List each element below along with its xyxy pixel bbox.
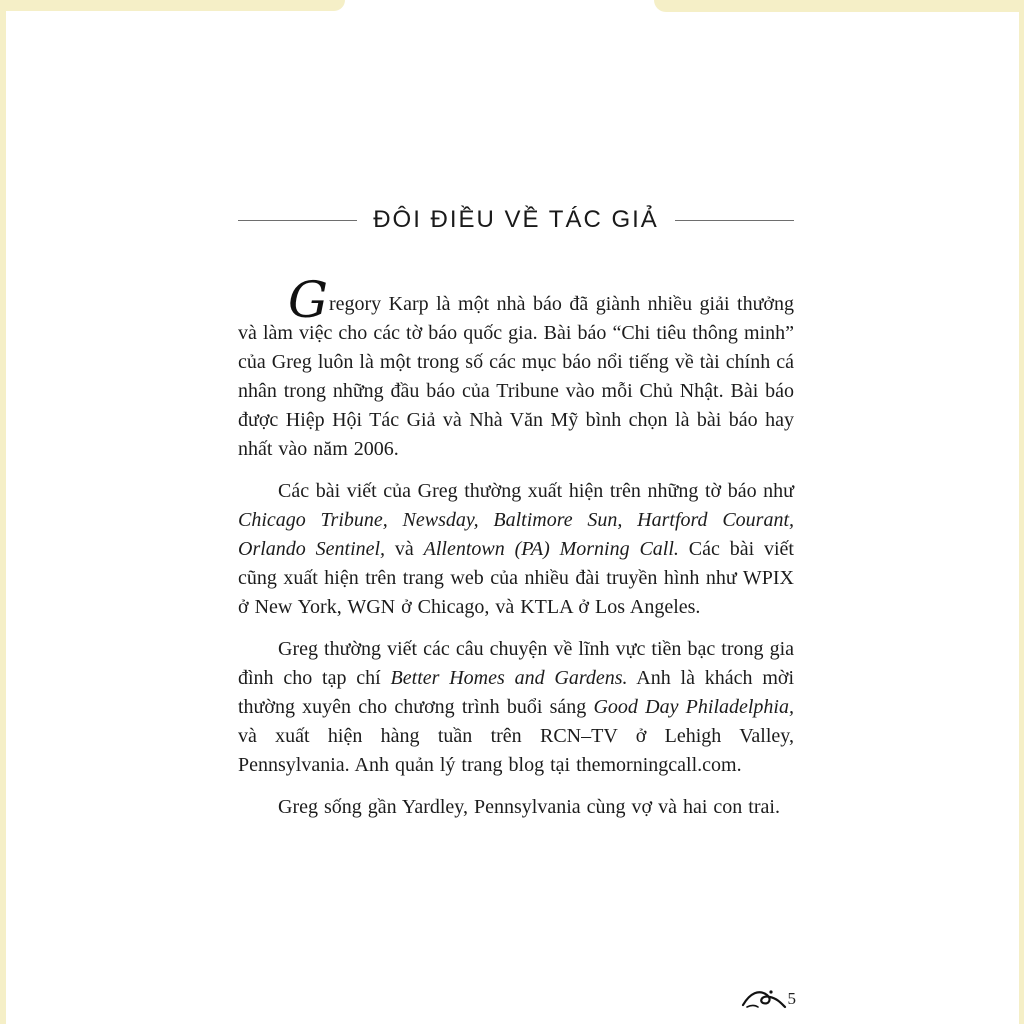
paragraph-2-text: Các bài viết cũng xuất hiện trên trang web của nhiều đài truyền hình như WPIX ở New York, WGN ở Chicago, và KTLA ở Los Angeles. bbox=[238, 538, 794, 618]
title-rule-right bbox=[675, 220, 794, 221]
paragraph-1-text: regory Karp là một nhà báo đã giành nhiều giải thưởng và làm việc cho các tờ báo quốc gia. Bài báo “Chi tiêu thông minh” của Greg luôn là một trong số các mục báo nổi tiếng về tài chính cá nhân trong những đầu báo của Tribune vào mỗi Chủ Nhật. Bài báo được Hiệp Hội Tác Giả và Nhà Văn Mỹ bình chọn là bài báo hay nhất vào năm 2006. bbox=[238, 293, 794, 460]
paragraph-3-text: và xuất hiện hàng tuần trên RCN–TV ở Lehigh Valley, Pennsylvania. Anh quản lý trang blog tại themorningcall.com. bbox=[238, 725, 794, 776]
page-edge-top-right bbox=[654, 0, 1024, 12]
page-edge-left bbox=[0, 0, 6, 1024]
paragraph-2-text: và bbox=[385, 538, 424, 560]
paragraph-2 bbox=[238, 477, 794, 622]
page-content bbox=[238, 206, 794, 835]
page-edge-right bbox=[1019, 0, 1024, 1024]
page-edge-top-left bbox=[0, 0, 345, 11]
newspaper-names-italic: Chicago Tribune, Newsday, Baltimore Sun, Hartford Courant, Orlando Sentinel, bbox=[238, 509, 794, 560]
paragraph-3-text: Greg thường viết các câu chuyện về lĩnh vực tiền bạc trong gia đình cho tạp chí bbox=[238, 638, 794, 689]
page-number: 5 bbox=[787, 989, 796, 1008]
tv-show-name-italic: Good Day Philadelphia, bbox=[593, 696, 794, 718]
page-title: ĐÔI ĐIỀU VỀ TÁC GIẢ bbox=[373, 206, 659, 233]
paragraph-3 bbox=[238, 635, 794, 780]
paragraph-4 bbox=[238, 793, 794, 822]
paragraph-4-text: Greg sống gần Yardley, Pennsylvania cùng vợ và hai con trai. bbox=[278, 796, 780, 818]
magazine-name-italic: Better Homes and Gardens. bbox=[390, 667, 628, 689]
paragraph-3-text: Anh là khách mời thường xuyên cho chương trình buổi sáng bbox=[238, 667, 795, 718]
paragraph-2-text: Các bài viết của Greg thường xuất hiện trên những tờ báo như bbox=[278, 480, 794, 502]
page-footer bbox=[0, 986, 796, 1010]
newspaper-name-italic: Allentown (PA) Morning Call. bbox=[423, 538, 679, 560]
drop-cap: G bbox=[288, 271, 327, 329]
chapter-title-row bbox=[238, 206, 794, 234]
paragraph-1 bbox=[238, 271, 794, 464]
flourish-icon bbox=[741, 986, 787, 1010]
title-rule-left bbox=[238, 220, 357, 221]
